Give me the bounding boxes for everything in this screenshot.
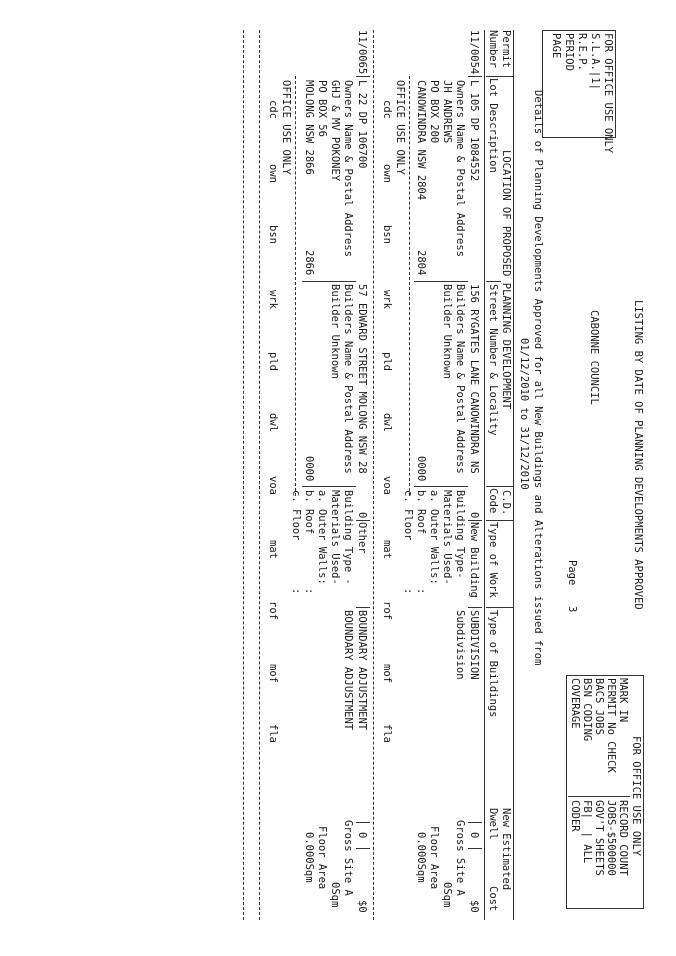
builder-name: Builder Unknown <box>441 284 453 379</box>
office-code: own <box>267 164 279 183</box>
page-number: 3 <box>566 606 578 613</box>
office-code: cdc <box>381 100 393 119</box>
col-new-estimated: New Estimated <box>500 808 512 891</box>
office-code: pld <box>381 352 393 371</box>
office-box-right-title: FOR OFFICE USE ONLY <box>630 736 642 857</box>
building-mark: : <box>415 588 427 595</box>
building-line: a. Outer Walls: <box>428 490 440 585</box>
record-street: 156 RYGATES LANE CANOWINDRA NS <box>468 284 480 474</box>
office-code: fla <box>267 724 279 743</box>
record-type-of-work: Other <box>356 522 368 554</box>
building-mark: : <box>402 588 414 595</box>
owner-line: MOLONG NSW 2866 <box>303 80 315 175</box>
office-code: mat <box>267 540 279 559</box>
office-box-left-row: PAGE <box>550 33 562 59</box>
col-dwell: Dwell <box>487 808 499 840</box>
building-line: Building Type- <box>454 490 466 579</box>
office-code: mof <box>267 664 279 683</box>
office-code: rof <box>381 601 393 620</box>
col-lot-description: Lot Description <box>487 78 499 173</box>
builder-postcode: 0000 <box>415 456 427 482</box>
record-code: 0 <box>468 512 480 519</box>
office-box-right-right-row: CODER <box>569 800 581 832</box>
floor-area-value: 0.000Sqm <box>415 832 427 883</box>
record-cost: $0 <box>356 900 368 913</box>
office-box-right-right-row: JOBS-$500000 <box>605 800 617 876</box>
office-code: wrk <box>267 290 279 309</box>
gross-site-value: 0Sqm <box>329 882 341 908</box>
office-box-right-left-row: BSN CODING <box>581 678 593 742</box>
office-box-right-left-row: COVERAGE <box>569 678 581 729</box>
office-box-right-left-row: PERMIT No CHECK <box>605 678 617 773</box>
record-permit: 11/0065 <box>356 30 368 75</box>
office-code: mof <box>381 664 393 683</box>
building-line: c. Floor <box>290 490 302 541</box>
record-lot: L 22 DP 106700 <box>356 80 368 169</box>
subdivision-note: BOUNDARY ADJUSTMENT <box>342 610 354 731</box>
record-street: 57 EDWARD STREET MOLONG NSW 28 <box>356 284 368 474</box>
office-code: own <box>381 164 393 183</box>
building-line: b. Roof <box>415 490 427 535</box>
record-code: 0 <box>356 512 368 519</box>
report-title: LISTING BY DATE OF PLANNING DEVELOPMENTS APPROVED <box>632 300 644 610</box>
building-line: c. Floor <box>402 490 414 541</box>
building-line: a. Outer Walls: <box>316 490 328 585</box>
record-permit: 11/0054 <box>468 30 480 75</box>
record-type-of-buildings: BOUNDARY ADJUSTMENT <box>356 610 368 731</box>
col-cd: C.D. <box>500 490 512 516</box>
gross-site: Gross Site A <box>454 820 466 896</box>
page-label: Page <box>566 560 578 586</box>
col-type-of-buildings: Type of Buildings <box>487 610 499 718</box>
date-range: 01/12/2010 to 31/12/2010 <box>518 338 530 490</box>
office-box-right-right-row: RECORD COUNT <box>617 800 629 876</box>
office-code: bsn <box>267 225 279 244</box>
col-street: Street Number & Locality <box>487 284 499 436</box>
owner-postcode: 2866 <box>303 250 315 276</box>
record-dwell: 0 <box>356 832 368 839</box>
office-code: wrk <box>381 290 393 309</box>
gross-site: Gross Site A <box>342 820 354 896</box>
col-location-title: LOCATION OF PROPOSED PLANNING DEVELOPMENT <box>500 150 512 410</box>
office-box-right-right-row: GOV'T SHEETS <box>593 800 605 876</box>
office-box-left-title: FOR OFFICE USE ONLY <box>602 33 614 154</box>
council-name: CABONNE COUNCIL <box>588 310 600 405</box>
col-number: Number <box>487 30 499 68</box>
floor-area-value: 0.000Sqm <box>303 832 315 883</box>
builder-name: Builder Unknown <box>329 284 341 379</box>
office-code: dwl <box>381 413 393 432</box>
subdivision-note: Subdivision <box>454 610 466 680</box>
office-code: rof <box>267 601 279 620</box>
building-line: Materials Used- <box>329 490 341 585</box>
office-code: voa <box>381 476 393 495</box>
builder-postcode: 0000 <box>303 456 315 482</box>
record-cost: $0 <box>468 900 480 913</box>
owner-line: PO BOX 56 <box>316 80 328 137</box>
office-box-right-right-row: FB| | ALL <box>581 800 593 864</box>
office-code: dwl <box>267 413 279 432</box>
office-box-left-row: S.L.A.|1| <box>589 33 601 90</box>
office-box-right-left-row: BACS JOBS <box>593 678 605 735</box>
record-type-of-work: New Building <box>468 522 480 598</box>
building-line: b. Roof <box>303 490 315 535</box>
building-mark: : <box>290 588 302 595</box>
page-end-line <box>243 30 244 920</box>
owner-line: JH ANDREWS <box>441 80 453 144</box>
gross-site-value: 0Sqm <box>441 882 453 908</box>
office-use-label: OFFICE USE ONLY <box>394 80 406 175</box>
col-code: Code <box>487 488 499 514</box>
office-code: cdc <box>267 100 279 119</box>
record-type-of-buildings: SUBDIVISION <box>468 610 480 680</box>
record-lot: L 105 DP 1084552 <box>468 80 480 182</box>
builder-label: Builders Name & Postal Address <box>342 284 354 474</box>
office-code: pld <box>267 352 279 371</box>
col-type-of-work: Type of Work <box>487 522 499 598</box>
owner-label: Owners Name & Postal Address <box>342 80 354 258</box>
office-box-left-row: PERIOD <box>563 33 575 71</box>
owner-label: Owners Name & Postal Address <box>454 80 466 258</box>
office-use-label: OFFICE USE ONLY <box>280 80 292 175</box>
owner-postcode: 2804 <box>415 250 427 276</box>
owner-line: PO BOX 200 <box>428 80 440 144</box>
office-box-left-row: R.E.P. <box>576 33 588 71</box>
owner-line: CANOWINDRA NSW 2804 <box>415 80 427 201</box>
office-box-right-left-row: MARK IN <box>617 678 629 723</box>
office-use-box-right <box>566 675 644 909</box>
builder-label: Builders Name & Postal Address <box>454 284 466 474</box>
details-line: Details of Planning Developments Approved for all New Buildings and Alterations issued from <box>532 90 544 666</box>
floor-area: Floor Area <box>316 826 328 890</box>
col-permit: Permit <box>500 30 512 68</box>
col-cost: Cost <box>487 886 499 912</box>
floor-area: Floor Area <box>428 826 440 890</box>
office-code: mat <box>381 540 393 559</box>
record-dwell: 0 <box>468 832 480 839</box>
office-use-box-left <box>542 30 616 154</box>
building-mark: : <box>303 588 315 595</box>
office-code: fla <box>381 724 393 743</box>
office-code: bsn <box>381 225 393 244</box>
building-line: Building Type - <box>342 490 354 585</box>
office-code: voa <box>267 476 279 495</box>
owner-line: GHJ & MV POKONEY <box>329 80 341 182</box>
building-line: Materials Used- <box>441 490 453 585</box>
